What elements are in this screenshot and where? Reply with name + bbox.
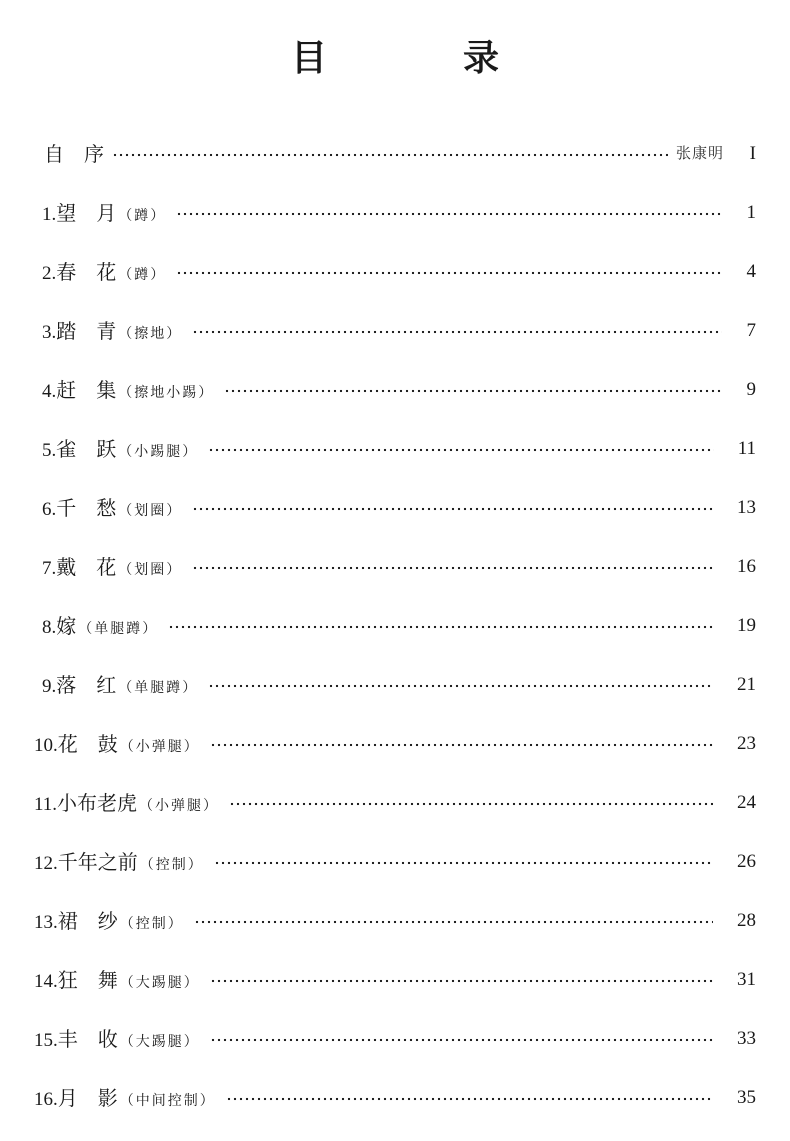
entry-title: 嫁 (56, 614, 77, 638)
entry-heading (42, 376, 214, 407)
entry-heading (34, 966, 200, 997)
page-number: 35 (737, 1087, 756, 1108)
toc-row (0, 834, 790, 890)
entry-heading (42, 671, 198, 702)
entry-note: （大踢腿） (119, 1034, 200, 1050)
entry-number: 5. (42, 440, 57, 461)
entry-number: 2. (42, 263, 57, 284)
toc-row (0, 539, 790, 595)
page-number: 19 (737, 615, 756, 636)
entry-heading (42, 494, 182, 525)
leader-dots (208, 448, 714, 452)
entry-title: 千 愁 (56, 496, 117, 520)
entry-heading (42, 258, 166, 289)
entry-heading (34, 907, 184, 938)
entry-note: （蹲） (118, 208, 167, 224)
entry-title: 雀 跃 (56, 437, 117, 461)
entry-number: 3. (42, 322, 57, 343)
entry-number: 13. (34, 912, 58, 933)
toc-row (0, 1011, 790, 1067)
page-number: 28 (737, 910, 756, 931)
entry-heading (34, 1084, 216, 1115)
leader-dots (194, 920, 713, 924)
entry-number: 16. (34, 1089, 58, 1110)
page-number: 9 (746, 379, 756, 400)
entry-title: 花 鼓 (57, 732, 118, 756)
page-number: 33 (737, 1028, 756, 1049)
entry-number: 11. (34, 794, 58, 815)
toc-row (0, 421, 790, 477)
page-number: 11 (737, 438, 756, 459)
leader-dots (210, 1038, 713, 1042)
entry-note: （擦地） (118, 326, 183, 342)
toc-row-preface (0, 126, 790, 182)
entry-note: （控制） (119, 916, 184, 932)
entry-note: （单腿蹲） (78, 621, 159, 637)
entry-number: 9. (42, 676, 57, 697)
entry-note: （擦地小踢） (118, 385, 215, 401)
page-number: 31 (737, 969, 756, 990)
entry-heading (34, 730, 200, 761)
entry-title: 裙 纱 (57, 909, 118, 933)
entry-heading (42, 199, 166, 230)
leader-dots (192, 507, 713, 511)
entry-note: （小弹腿） (139, 798, 220, 814)
entry-title: 春 花 (56, 260, 117, 284)
entry-number: 8. (42, 617, 57, 638)
toc-row (0, 716, 790, 772)
preface-author: 张康明 (676, 144, 725, 162)
entry-note: （划圈） (118, 503, 183, 519)
leader-dots (176, 212, 722, 216)
entry-number: 6. (42, 499, 57, 520)
entry-note: （划圈） (118, 562, 183, 578)
leader-dots (224, 389, 722, 393)
leader-dots (210, 743, 713, 747)
leader-dots (112, 153, 668, 157)
leader-dots (214, 861, 713, 865)
entry-title: 落 红 (56, 673, 117, 697)
toc-row (0, 775, 790, 831)
toc-row (0, 362, 790, 418)
entry-heading (42, 317, 182, 348)
entry-number: 14. (34, 971, 58, 992)
entry-heading (34, 848, 204, 879)
entry-title: 丰 收 (57, 1027, 118, 1051)
toc-row (0, 1070, 790, 1126)
entry-number: 1. (42, 204, 57, 225)
entry-note: （小踢腿） (118, 444, 199, 460)
toc-row (0, 244, 790, 300)
entry-title: 踏 青 (56, 319, 117, 343)
leader-dots (192, 330, 722, 334)
page-number: 4 (746, 261, 756, 282)
entry-note: （单腿蹲） (118, 680, 199, 696)
entry-number: 15. (34, 1030, 58, 1051)
entry-heading (34, 789, 219, 820)
entry-number: 4. (42, 381, 57, 402)
entry-note: （蹲） (118, 267, 167, 283)
entry-note: （小弹腿） (119, 739, 200, 755)
page-number: 26 (737, 851, 756, 872)
toc-row (0, 480, 790, 536)
page-number: I (749, 143, 756, 164)
page-number: 7 (746, 320, 756, 341)
entry-note: （大踢腿） (119, 975, 200, 991)
entry-title: 戴 花 (56, 555, 117, 579)
entry-number: 12. (34, 853, 58, 874)
toc-row (0, 952, 790, 1008)
leader-dots (229, 802, 713, 806)
entry-title: 月 影 (57, 1086, 118, 1110)
entry-number: 10. (34, 735, 58, 756)
leader-dots (176, 271, 722, 275)
leader-dots (210, 979, 713, 983)
page-number: 13 (737, 497, 756, 518)
entry-number: 7. (42, 558, 57, 579)
entry-note: （中间控制） (119, 1093, 216, 1109)
entry-note: （控制） (139, 857, 204, 873)
toc-row (0, 303, 790, 359)
page-number: 16 (737, 556, 756, 577)
leader-dots (192, 566, 713, 570)
toc-row (0, 893, 790, 949)
entry-heading (42, 553, 182, 584)
preface-label: 自 序 (44, 142, 104, 166)
entry-title: 狂 舞 (57, 968, 118, 992)
page-number: 21 (737, 674, 756, 695)
entry-heading (42, 435, 198, 466)
entry-title: 千年之前 (57, 850, 138, 874)
leader-dots (226, 1097, 713, 1101)
entry-title: 赶 集 (56, 378, 117, 402)
toc-row (0, 598, 790, 654)
page-number: 1 (746, 202, 756, 223)
entry-heading (42, 612, 158, 643)
page-number: 24 (737, 792, 756, 813)
page-title: 目 录 (290, 37, 549, 79)
entry-heading (34, 1025, 200, 1056)
toc-row (0, 185, 790, 241)
toc-row (0, 657, 790, 713)
leader-dots (168, 625, 713, 629)
leader-dots (208, 684, 713, 688)
entry-title: 望 月 (56, 201, 117, 225)
entry-title: 小布老虎 (57, 791, 138, 815)
page-number: 23 (737, 733, 756, 754)
